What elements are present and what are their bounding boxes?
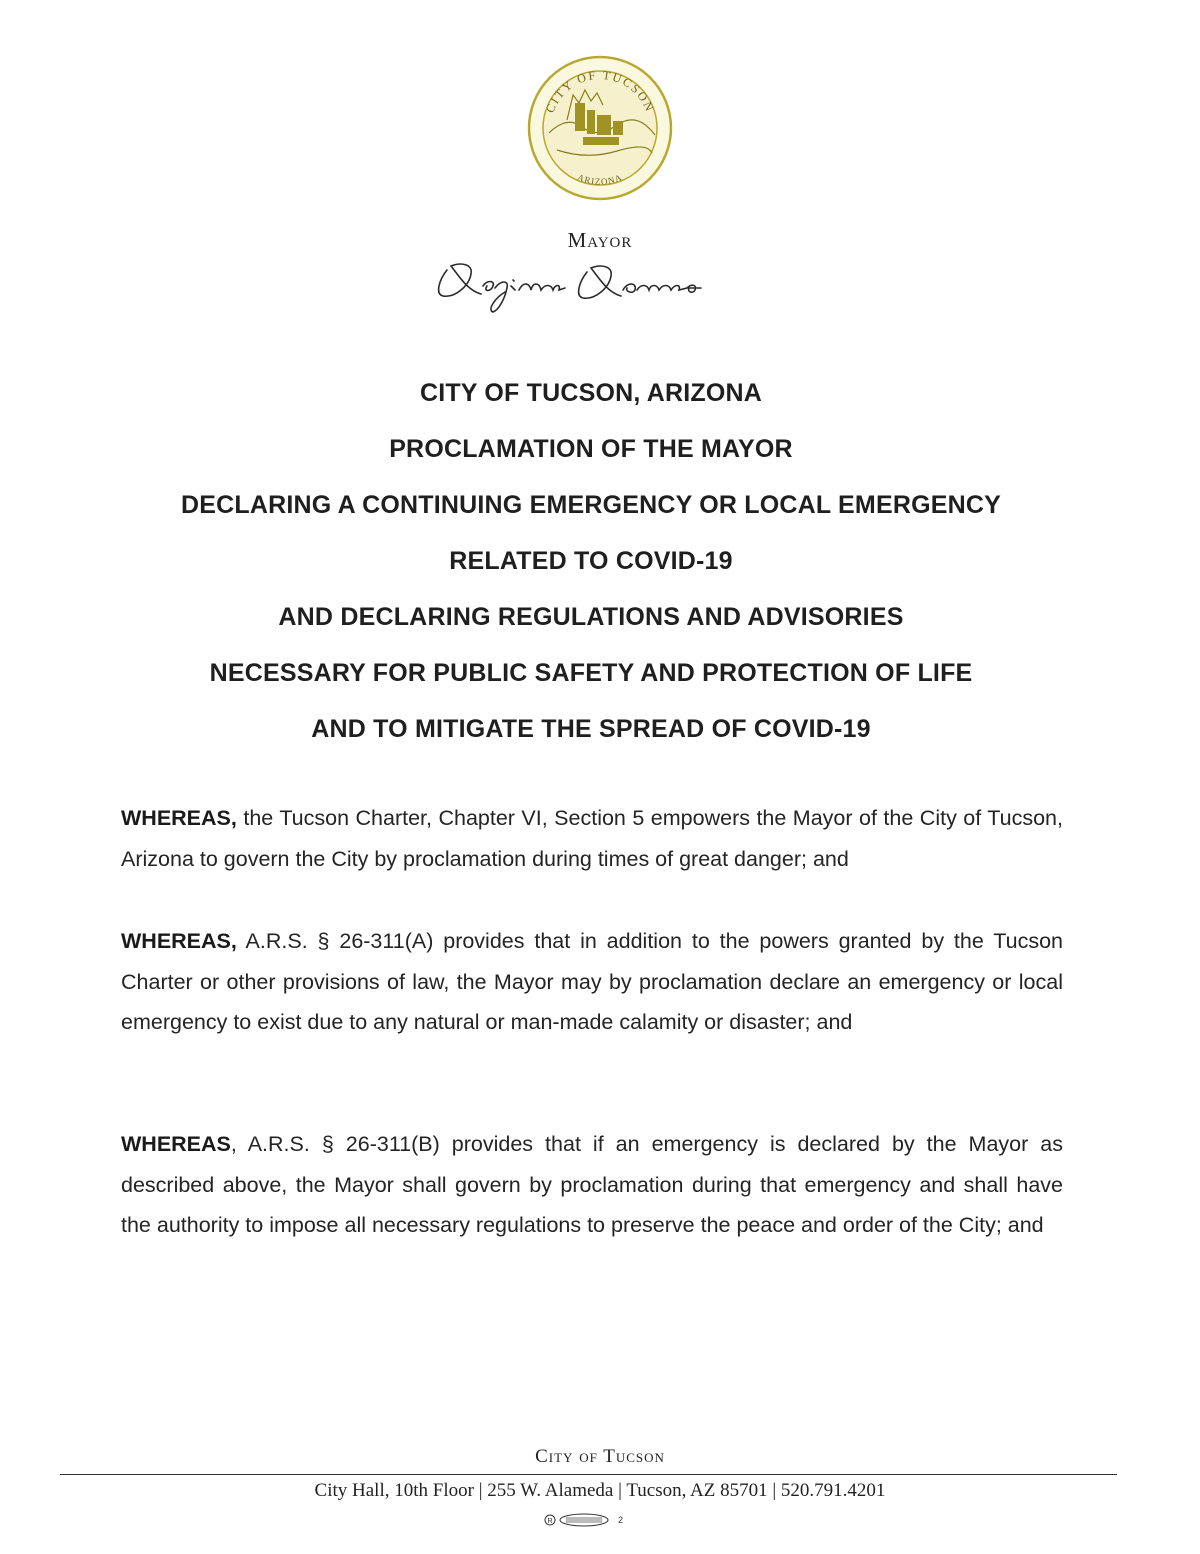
title-line: PROCLAMATION OF THE MAYOR [389,435,793,463]
whereas-paragraph [121,798,1063,879]
whereas-paragraph [121,1124,1063,1246]
footer-address: City Hall, 10th Floor | 255 W. Alameda | Tucson, AZ 85701 | 520.791.4201 [314,1480,886,1501]
whereas-text: A.R.S. § 26-311(A) provides that in addition to the powers granted by the Tucson Charter or other provisions of law, the Mayor may by proclamation declare an emergency or local emergency to exist due to any natural or man-made calamity or disaster; and [121,929,1063,1034]
whereas-lead: WHEREAS [121,1132,231,1156]
mayor-signature [425,250,765,325]
whereas-paragraph [121,921,1063,1043]
union-bug-mark: 2 [618,1515,624,1525]
title-line: RELATED TO COVID-19 [449,547,733,575]
whereas-lead: WHEREAS, [121,806,237,830]
whereas-text: the Tucson Charter, Chapter VI, Section 5 empowers the Mayor of the City of Tucson, Arizona to govern the City by proclamation during times of great danger; and [121,806,1063,871]
title-line: AND DECLARING REGULATIONS AND ADVISORIES [278,603,904,631]
svg-text:R: R [547,1518,553,1525]
footer-city-name: City of Tucson [535,1446,665,1467]
union-bug-icon [544,1512,628,1528]
seal-top-text: CITY OF TUCSON [542,67,658,115]
whereas-lead: WHEREAS, [121,929,237,953]
title-line: CITY OF TUCSON, ARIZONA [419,379,763,407]
proclamation-title [0,365,1200,757]
seal-bottom-text: ARIZONA [576,171,624,187]
city-seal-logo [527,55,673,201]
whereas-text: , A.R.S. § 26-311(B) provides that if an emergency is declared by the Mayor as described above, the Mayor shall govern by proclamation during that emergency and shall have the authority to impose all necessary regulations to preserve the peace and order of the City; and [121,1132,1063,1237]
title-line: DECLARING A CONTINUING EMERGENCY OR LOCAL EMERGENCY [181,491,1001,519]
footer-divider [60,1474,1117,1475]
title-line: AND TO MITIGATE THE SPREAD OF COVID-19 [311,715,871,743]
mayor-label: Mayor [567,228,633,252]
title-line: NECESSARY FOR PUBLIC SAFETY AND PROTECTION OF LIFE [209,659,973,687]
